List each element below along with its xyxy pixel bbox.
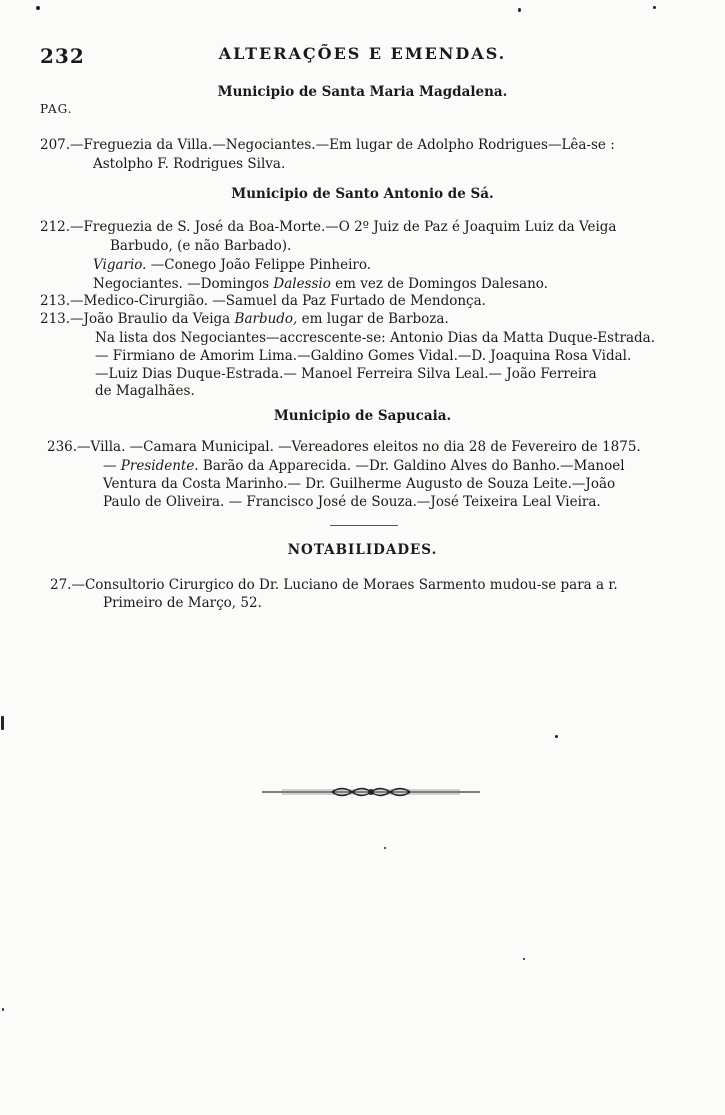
- scan-speck: [384, 847, 386, 849]
- entry-line: Paulo de Oliveira. — Francisco José de Souza.—José Teixeira Leal Vieira.: [103, 494, 601, 510]
- entry-line: Na lista dos Negociantes—accrescente-se: Antonio Dias da Matta Duque-Estrada.: [95, 330, 655, 346]
- entry-line: Ventura da Costa Marinho.— Dr. Guilherme Augusto de Souza Leite.—João: [103, 476, 616, 492]
- section-heading-notabilidades: NOTABILIDADES.: [287, 542, 438, 558]
- entry-line: 27.—Consultorio Cirurgico do Dr. Luciano de Moraes Sarmento mudou-se para a r.: [50, 577, 618, 593]
- ornament-divider: [262, 783, 480, 801]
- entry-line: Primeiro de Março, 52.: [103, 595, 262, 611]
- scan-speck: [2, 1008, 4, 1011]
- entry-line: 212.—Freguezia de S. José da Boa-Morte.—O 2º Juiz de Paz é Joaquim Luiz da Veiga: [40, 219, 617, 235]
- entry-line: — Firmiano de Amorim Lima.—Galdino Gomes Vidal.—D. Joaquina Rosa Vidal.: [95, 348, 632, 364]
- entry-line: 236.—Villa. —Camara Municipal. —Vereadores eleitos no dia 28 de Fevereiro de 1875.: [47, 439, 641, 455]
- pag-label: PAG.: [40, 102, 73, 116]
- entry-line: Negociantes. —Domingos Dalessio em vez de Domingos Dalesano.: [93, 276, 548, 292]
- scan-speck: [36, 6, 40, 10]
- entry-line: —Luiz Dias Duque-Estrada.— Manoel Ferreira Silva Leal.— João Ferreira: [95, 366, 597, 382]
- section-divider: [330, 525, 398, 526]
- scan-speck: [523, 958, 525, 960]
- section-heading-sapucaia: Municipio de Sapucaia.: [273, 408, 452, 424]
- entry-line: 213.—Medico-Cirurgião. —Samuel da Paz Furtado de Mendonça.: [40, 293, 486, 309]
- section-heading-santo-antonio: Municipio de Santo Antonio de Sá.: [231, 186, 494, 202]
- page-number: 232: [40, 44, 85, 68]
- scan-speck: [555, 735, 558, 738]
- entry-line: — Presidente. Barão da Apparecida. —Dr. Galdino Alves do Banho.—Manoel: [103, 458, 625, 474]
- entry-line: 213.—João Braulio da Veiga Barbudo, em lugar de Barboza.: [40, 311, 449, 327]
- entry-line: Astolpho F. Rodrigues Silva.: [93, 156, 286, 172]
- scan-speck: [518, 8, 521, 12]
- scan-speck: [1, 716, 4, 730]
- entry-line: 207.—Freguezia da Villa.—Negociantes.—Em lugar de Adolpho Rodrigues—Lêa-se :: [40, 137, 615, 153]
- scan-speck: [653, 6, 656, 9]
- entry-line: de Magalhães.: [95, 383, 195, 399]
- entry-line: Vigario. —Conego João Felippe Pinheiro.: [93, 257, 372, 273]
- section-heading-santa-maria: Municipio de Santa Maria Magdalena.: [217, 84, 508, 100]
- page-title: ALTERAÇÕES E EMENDAS.: [218, 44, 507, 63]
- entry-line: Barbudo, (e não Barbado).: [110, 238, 292, 254]
